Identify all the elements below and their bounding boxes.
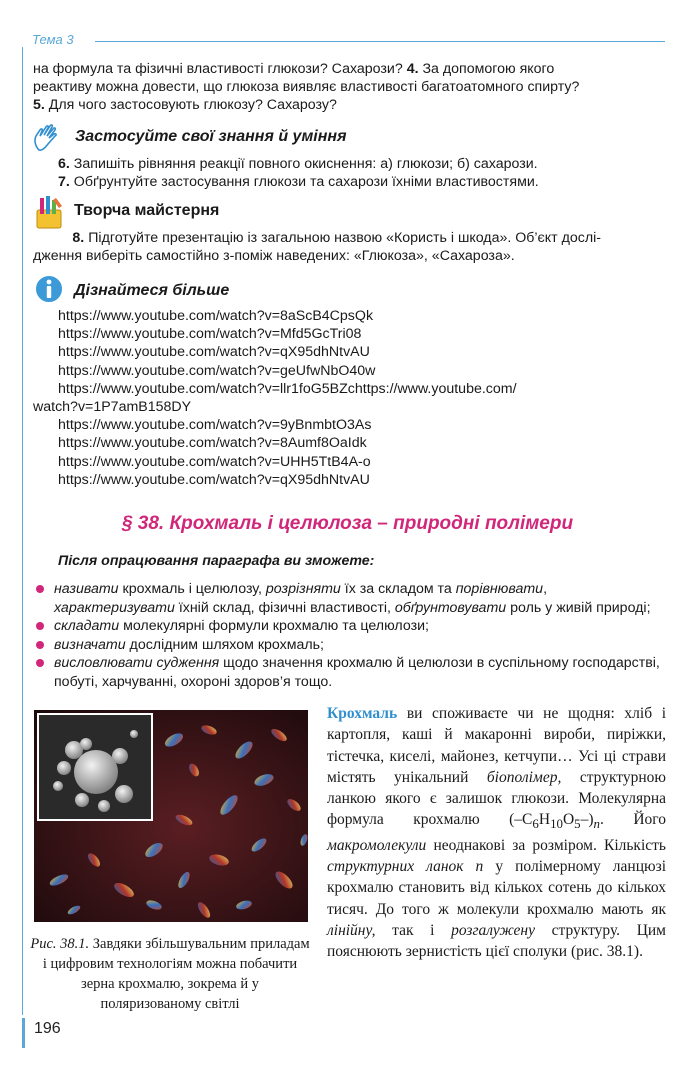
goal-item: визначати дослідним шляхом крохмаль;	[36, 636, 666, 655]
page-number: 196	[34, 1020, 61, 1037]
page-frame-top	[95, 41, 665, 42]
link-item[interactable]: https://www.youtube.com/watch?v=qX95dhNtvAU	[58, 471, 370, 488]
art-supplies-icon	[34, 196, 66, 230]
link-item[interactable]: https://www.youtube.com/watch?v=8aScB4CpsQk	[58, 308, 374, 324]
creative-task: 8. Підготуйте презентацію із загальною назвою «Користь і шкода». Об’єкт дослі- дження виберіть самостійно з-поміж наведених: «Глюкоза», «Сахароза».	[33, 230, 602, 264]
goal-item: висловлювати судження щодо значення крохмалю й целюлози в суспільному господарстві, побуті, харчуванні, охороні здоров’я тощо.	[36, 654, 666, 691]
info-icon	[33, 273, 65, 305]
hand-icon	[31, 124, 65, 154]
goal-item: складати молекулярні формули крохмалю та целюлози;	[36, 617, 666, 636]
learn-more-links	[33, 307, 517, 489]
learn-more-title: Дізнайтеся більше	[74, 282, 230, 299]
figure-caption: Рис. 38.1. Завдяки збільшувальним приладам і цифровим технологіям можна побачити зерна крохмалю, зокрема й у поляризованому світлі	[30, 936, 310, 1012]
link-item[interactable]: https://www.youtube.com/watch?v=Mfd5GcTri08	[58, 326, 362, 343]
page-frame-left-bottom	[22, 1018, 25, 1048]
link-item[interactable]: https://www.youtube.com/watch?v=9yBnmbtO3As	[58, 417, 372, 434]
body-text: Крохмаль ви споживаєте чи не щодня: хліб і картопля, каші й макаронні вироби, пиріжки, тістечка, киселі, майонез, кетчупи… Усі ці страви містять унікальний біополімер, структурною ланкою якого є залишок глюкози. Молекулярна формула крохмалю $(-C_6H_{10}O_5-)_n$. Його макромолекули неоднакові за розміром. Кількість структурних ланок n у полімерному ланцюзі крохмалю становить від кількох сотень до кількох тисяч. До того ж молекули крохмалю мають як лінійну, так і розгалужену структуру. Цим пояснюють зернистість цієї сполуки (рис. 38.1).	[327, 705, 667, 961]
questions-continued: на формула та фізичні властивості глюкози? Сахарози? 4. За допомогою якого реактиву можна довести, що глюкоза виявляє властивості багатоатомного спирту? 5. Для чого застосовують глюкозу? Сахарозу?	[33, 61, 580, 113]
theme-label: Тема 3	[32, 32, 74, 47]
goals-intro: Після опрацювання параграфа ви зможете:	[58, 553, 375, 569]
paragraph-title: § 38. Крохмаль і целюлоза – природні полімери	[121, 513, 574, 534]
apply-questions: 6. Запишіть рівняння реакції повного окиснення: а) глюкози; б) сахарози. 7. Обґрунтуйте застосування глюкози та сахарози їхніми властивостями.	[58, 156, 539, 190]
link-item[interactable]: https://www.youtube.com/watch?v=8Aumf8OaIdk	[58, 435, 367, 452]
apply-section-title: Застосуйте свої знання й уміння	[75, 128, 347, 145]
goal-item: називати крохмаль і целюлозу, розрізняти їх за складом та порівнювати, характеризувати їхній склад, фізичні властивості, обґрунтовувати роль у живій природі;	[36, 580, 666, 617]
goals-list	[36, 580, 666, 691]
link-item[interactable]: https://www.youtube.com/watch?v=geUfwNbO40w	[58, 362, 376, 379]
starch-grains-photo	[34, 710, 308, 922]
link-item[interactable]: https://www.youtube.com/watch?v=qX95dhNtvAU	[58, 344, 370, 361]
creative-section-title: Творча майстерня	[74, 202, 220, 219]
link-item[interactable]: watch?v=1P7amB158DY	[33, 399, 192, 416]
link-item[interactable]: https://www.youtube.com/watch?v=llr1foG5BZchttps://www.youtube.com/	[58, 380, 517, 397]
link-item[interactable]: https://www.youtube.com/watch?v=UHH5TtB4A-o	[58, 453, 371, 470]
